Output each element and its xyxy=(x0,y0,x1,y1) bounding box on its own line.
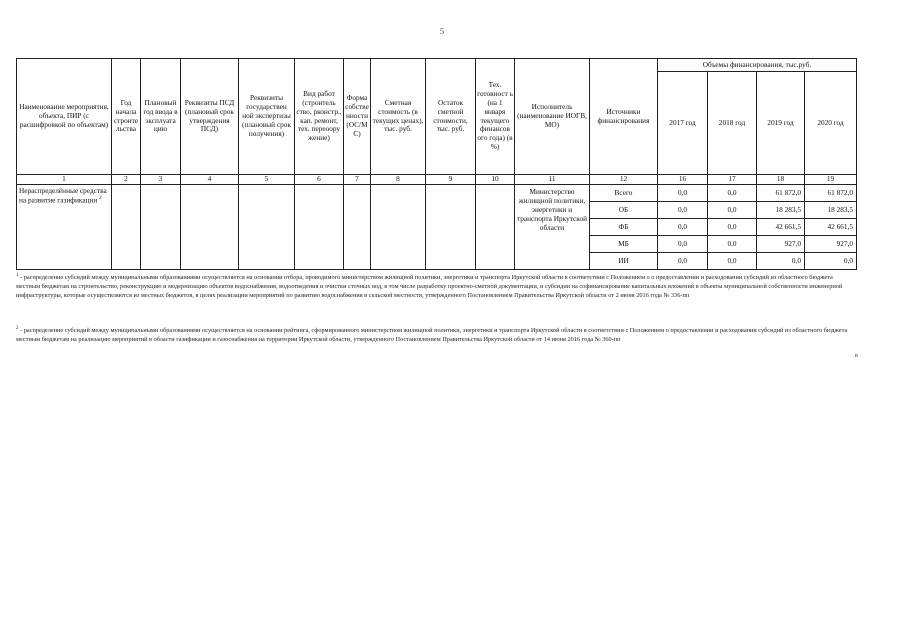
row-name-cell xyxy=(17,185,112,270)
value-2018: 0,0 xyxy=(708,202,757,219)
col-header-executor: Исполнитель (наименование ИОГВ, МО) xyxy=(515,59,590,175)
page-number: 5 xyxy=(440,27,444,36)
col-number: 8 xyxy=(371,175,426,185)
col-number: 7 xyxy=(344,175,371,185)
col-number: 11 xyxy=(515,175,590,185)
empty-cell xyxy=(295,185,344,270)
empty-cell xyxy=(344,185,371,270)
value-2019: 927,0 xyxy=(757,236,805,253)
source-cell: МБ xyxy=(590,236,658,253)
footnote-1-text: - распределение субсидий между муниципальными образованиями осуществляется на основании отбора, проводимого министерством жилищной политики, энергетики и транспорта Иркутской области в соответствии с Положением о о предоставлении и расходовании субсидий из областного бюджета местным бюджетам на строительство, реконструкцию и модернизацию объектов водоснабжения, водоотведения и очистки сточных вод, в том числе разработку проектно-сметной документации, и субсидии на софинансирование капитальных вложений в объекты муниципальной собственности инженерной инфраструктуры, которые осуществляются из местных бюджетов, в целях реализации мероприятий по развитию водоснабжения в сельской местности, утвержденного Постановлением Правительства Иркутской области от 2 июня 2016 года № 336-пп xyxy=(16,274,843,300)
value-2017: 0,0 xyxy=(658,219,708,236)
source-cell: ИИ xyxy=(590,253,658,270)
source-cell: ОБ xyxy=(590,202,658,219)
value-2020: 0,0 xyxy=(805,253,857,270)
empty-cell xyxy=(371,185,426,270)
col-number: 4 xyxy=(181,175,239,185)
value-2018: 0,0 xyxy=(708,185,757,202)
col-number: 10 xyxy=(476,175,515,185)
value-2019: 0,0 xyxy=(757,253,805,270)
footnote-ref: 2 xyxy=(99,195,102,201)
col-number: 6 xyxy=(295,175,344,185)
value-2020: 61 872,0 xyxy=(805,185,857,202)
value-2019: 18 283,5 xyxy=(757,202,805,219)
col-number: 1 xyxy=(17,175,112,185)
empty-cell xyxy=(112,185,141,270)
col-header-sources: Источники финансирования xyxy=(590,59,658,175)
col-number: 19 xyxy=(805,175,857,185)
col-header-2019: 2019 год xyxy=(757,72,805,175)
col-number: 2 xyxy=(112,175,141,185)
empty-cell xyxy=(426,185,476,270)
value-2018: 0,0 xyxy=(708,236,757,253)
footnote-2-text: - распределение субсидий между муниципальными образованиями осуществляется на основании рейтинга, сформированного министерством жилищной политики, энергетики и транспорта Иркутской области в соответствии с Положением о предоставлении и расходовании субсидий из областного бюджета местным бюджетам на реализацию мероприятий в области газификации и газоснабжения на территории Иркутской области, утвержденного Постановлением Правительства Иркутской области от 14 июня 2016 года № 360-пп xyxy=(16,327,848,344)
table-row xyxy=(17,185,857,202)
col-header-start-year: Год начала строите льства xyxy=(112,59,141,175)
value-2019: 61 872,0 xyxy=(757,185,805,202)
col-header-ownership: Форма собстве нности (ОС/М С) xyxy=(344,59,371,175)
empty-cell xyxy=(181,185,239,270)
col-number: 16 xyxy=(658,175,708,185)
col-number: 3 xyxy=(141,175,181,185)
col-header-name: Наименование мероприятия, объекта, ПИР (с расшифровкой по объектам) xyxy=(17,59,112,175)
executor-cell: Министерство жилищной политики, энергетики и транспорта Иркутской области xyxy=(515,185,590,270)
col-group-header-funding: Объемы финансирования, тыс.руб. xyxy=(658,59,857,72)
col-number: 18 xyxy=(757,175,805,185)
value-2017: 0,0 xyxy=(658,202,708,219)
col-header-estimated-cost: Сметная стоимость (в текущих ценах), тыс. руб. xyxy=(371,59,426,175)
corner-mark: в xyxy=(855,353,858,359)
value-2018: 0,0 xyxy=(708,253,757,270)
value-2019: 42 661,5 xyxy=(757,219,805,236)
source-cell: Всего xyxy=(590,185,658,202)
value-2017: 0,0 xyxy=(658,185,708,202)
col-number: 17 xyxy=(708,175,757,185)
footnote-2 xyxy=(16,325,854,344)
col-header-remaining-cost: Остаток сметной стоимости, тыс. руб. xyxy=(426,59,476,175)
col-header-2018: 2018 год xyxy=(708,72,757,175)
value-2020: 927,0 xyxy=(805,236,857,253)
col-header-expertise: Реквизиты государствен ной экспертизы (плановый срок получения) xyxy=(239,59,295,175)
empty-cell xyxy=(141,185,181,270)
footnote-1-marker: 1 xyxy=(16,273,19,278)
empty-cell xyxy=(239,185,295,270)
value-2018: 0,0 xyxy=(708,219,757,236)
col-header-planned-year: Плановый год ввода в эксплуата цию xyxy=(141,59,181,175)
col-number: 12 xyxy=(590,175,658,185)
row-name: Нераспределённые средства на развитие газификации xyxy=(19,186,107,205)
footnote-2-marker: 2 xyxy=(16,326,19,331)
col-header-readiness: Тех. готовност ь (на 1 января текущего финансов ого года) (в %) xyxy=(476,59,515,175)
col-header-work-type: Вид работ (строитель ство, рконстр., кап. ремонт, тех. переоору жение) xyxy=(295,59,344,175)
financing-table xyxy=(16,58,857,270)
value-2017: 0,0 xyxy=(658,253,708,270)
col-number: 9 xyxy=(426,175,476,185)
value-2020: 42 661,5 xyxy=(805,219,857,236)
col-number: 5 xyxy=(239,175,295,185)
col-header-psd: Реквизиты ПСД (плановый срок утверждения ПСД) xyxy=(181,59,239,175)
empty-cell xyxy=(476,185,515,270)
value-2020: 18 283,5 xyxy=(805,202,857,219)
value-2017: 0,0 xyxy=(658,236,708,253)
source-cell: ФБ xyxy=(590,219,658,236)
col-header-2017: 2017 год xyxy=(658,72,708,175)
footnote-1 xyxy=(16,272,854,300)
col-header-2020: 2020 год xyxy=(805,72,857,175)
